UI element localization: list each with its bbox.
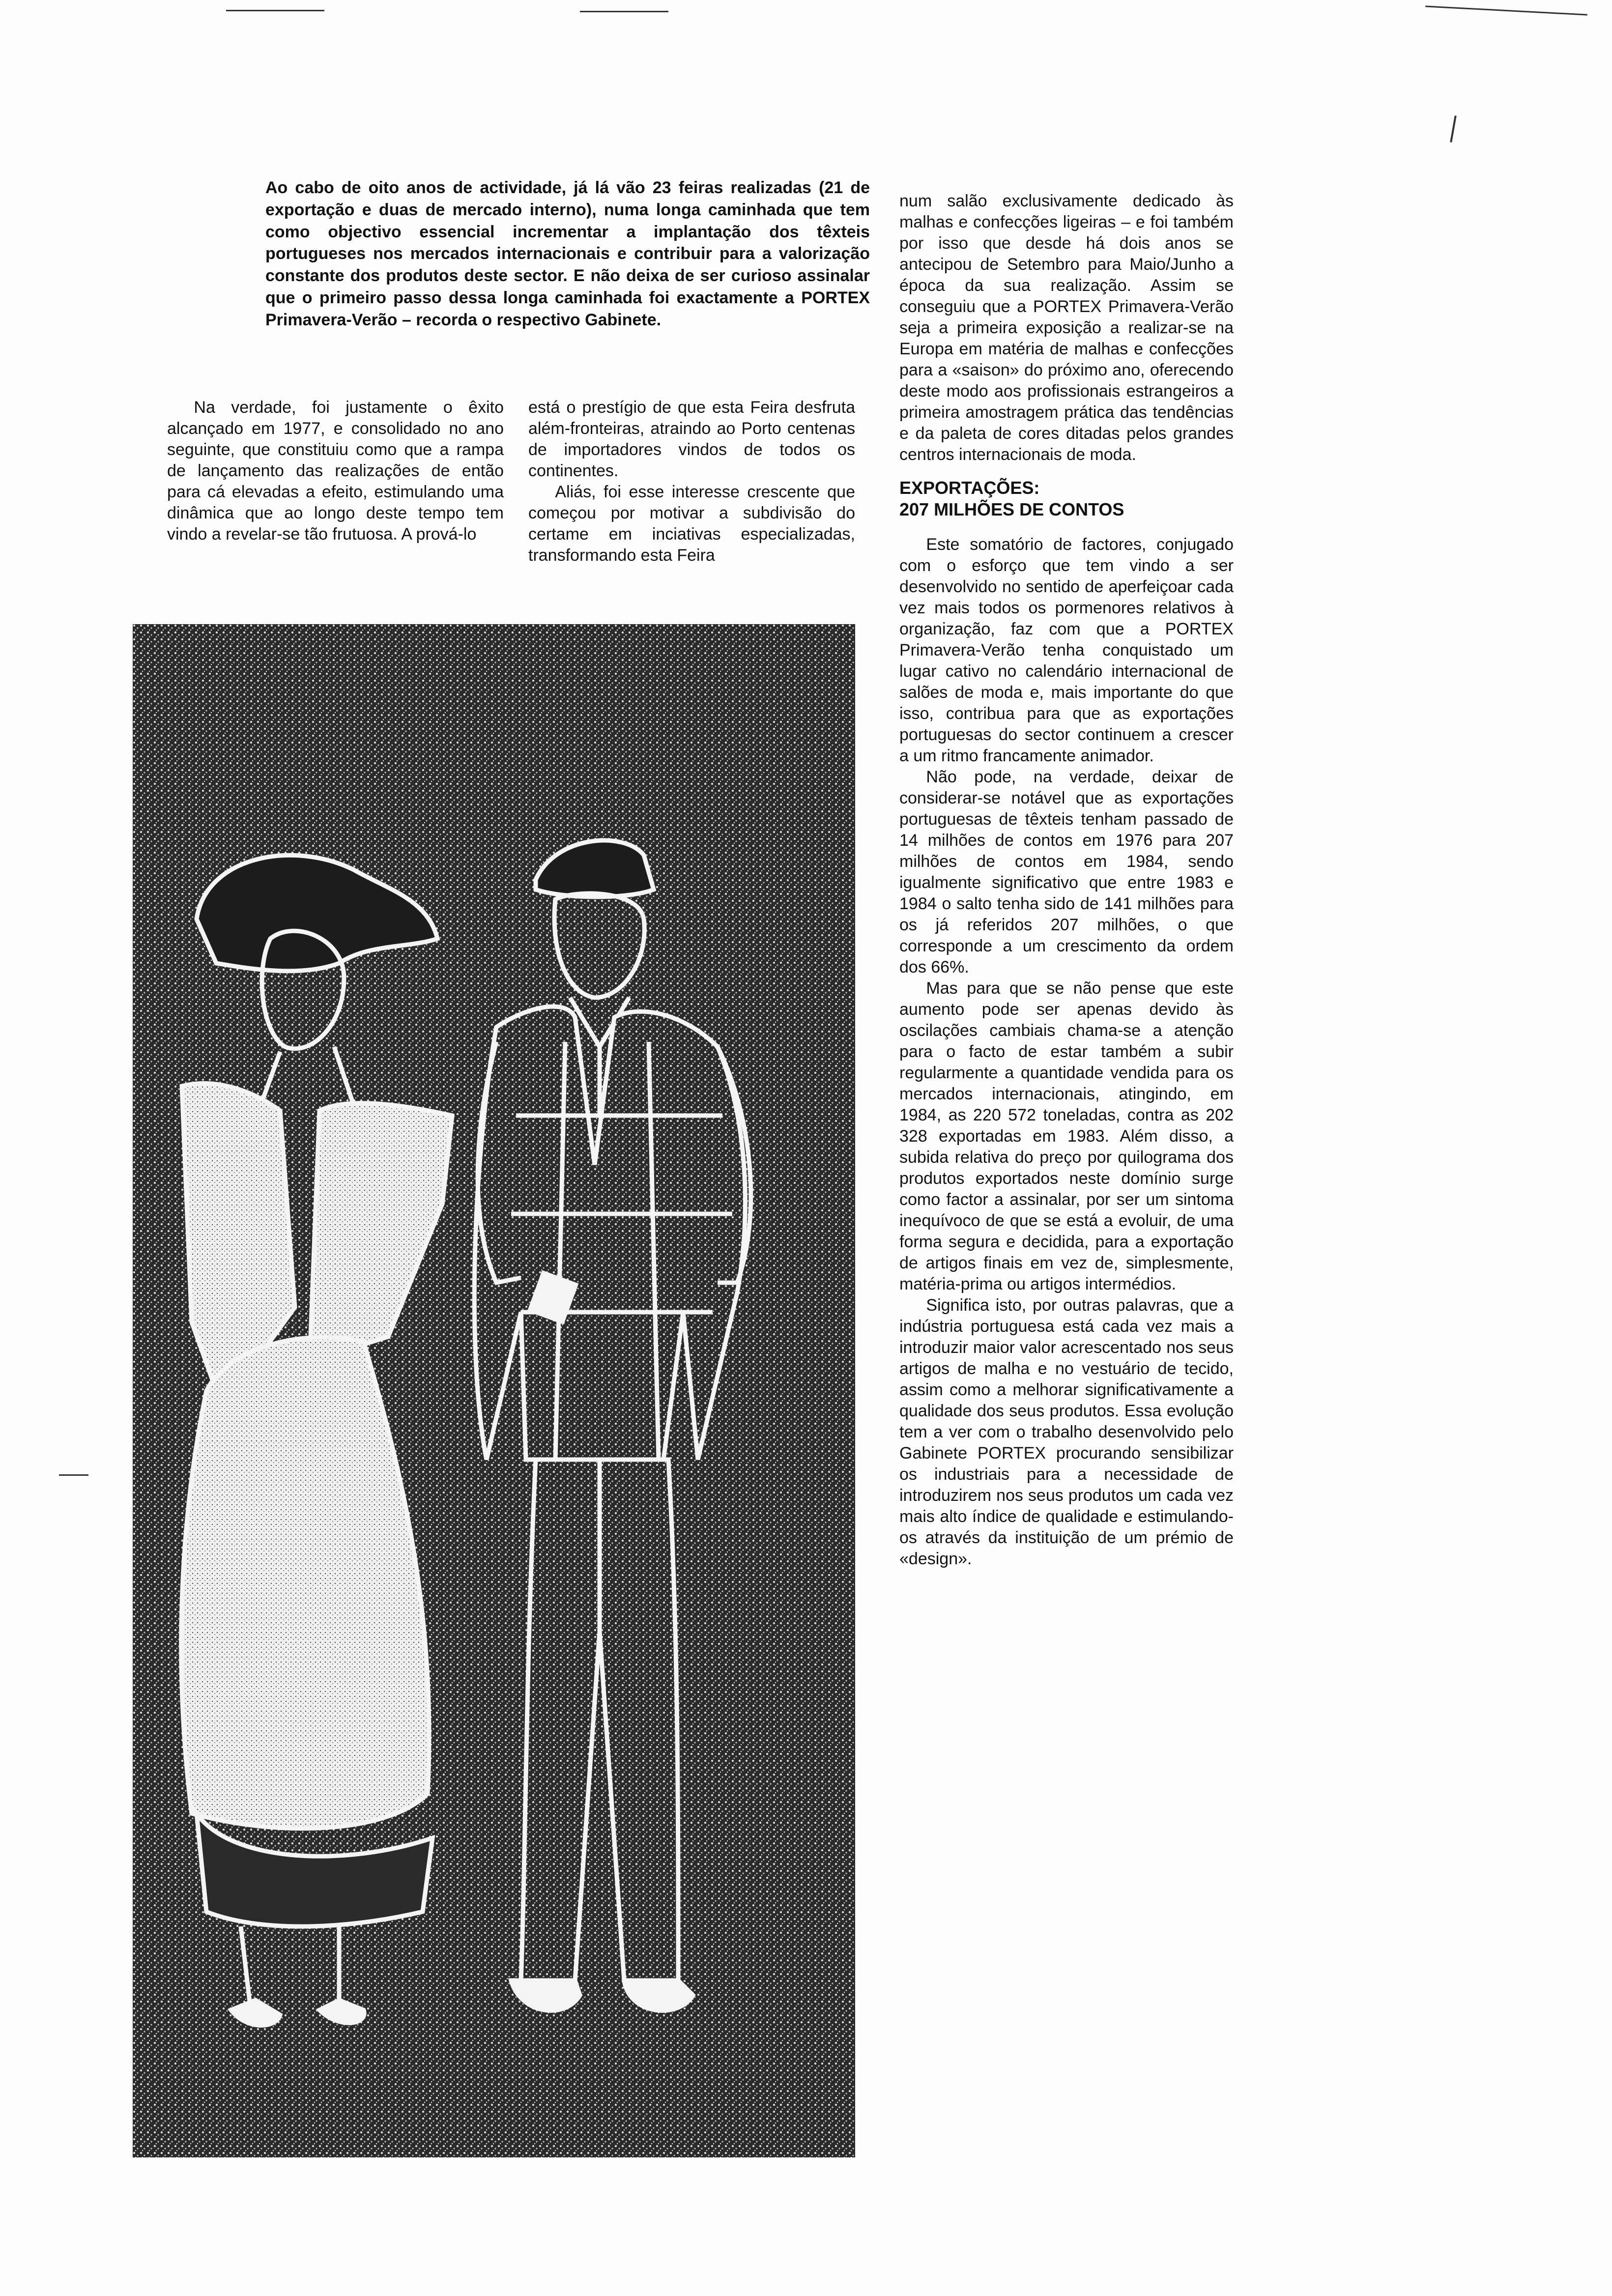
paragraph: Este somatório de factores, conjugado com o esforço que tem vindo a ser desenvolvido no sentido de aperfeiçoar cada vez mais todos os pormenores relativos à organização, faz com que a PORTEX Primavera-Verão tenha conquistado um lugar cativo no calendário internacional de salões de moda e, mais importante do que isso, contribua para que as exportações portuguesas do sector continuem a crescer a um ritmo francamente animador.	[899, 535, 1234, 765]
paragraph: Na verdade, foi justamente o êxito alcançado em 1977, e consolidado no ano seguinte, que constituiu como que a rampa de lançamento das realizações de então para cá elevadas a efeito, estimulando uma dinâmica que ao longo deste tempo tem vindo a revelar-se tão frutuosa. A prová-lo	[167, 398, 504, 544]
scan-mark-top	[226, 10, 324, 11]
column-3	[899, 191, 1234, 1570]
paragraph: Mas para que se não pense que este aumento pode ser apenas devido às oscilações cambiais chama-se a atenção para o facto de estar também a subir regularmente a quantidade vendida para os mercados internacionais, atingindo, em 1984, as 220 572 toneladas, contra as 202 328 exportadas em 1983. Além disso, a subida relativa do preço por quilograma dos produtos exportados neste domínio surge como factor a assinalar, por ser um sintoma inequívoco de que se está a evoluir, de uma forma segura e decidida, para a exportação de artigos finais em vez de, simplesmente, matéria-prima ou artigos intermédios.	[899, 979, 1234, 1293]
fashion-illustration-svg	[133, 624, 855, 2157]
scan-mark-right	[1450, 115, 1456, 143]
scan-mark-top	[580, 11, 668, 12]
scan-mark-top	[1425, 5, 1587, 15]
paragraph: Não pode, na verdade, deixar de considerar-se notável que as exportações portuguesas de têxteis tenham passado de 14 milhões de contos em 1976 para 207 milhões de contos em 1984, sendo igualmente significativo que entre 1983 e 1984 o salto tenha sido de 141 milhões para os já referidos 207 milhões, o que corresponde a um crescimento da ordem dos 66%.	[899, 768, 1234, 976]
article-lead: Ao cabo de oito anos de actividade, já lá vão 23 feiras realizadas (21 de exportação e duas de mercado interno), numa longa caminhada que tem como objectivo essencial incrementar a implantação dos têxteis portugueses nos mercados internacionais e contribuir para a valorização constante dos produtos deste sector. E não deixa de ser curioso assinalar que o primeiro passo dessa longa caminhada foi exactamente a PORTEX Primavera-Verão – recorda o respectivo Gabinete.	[265, 178, 870, 329]
paragraph: Aliás, foi esse interesse crescente que começou por motivar a subdivisão do certame em inciativas especializadas, transformando esta Feira	[528, 483, 855, 565]
column-2	[528, 397, 855, 566]
scan-mark-left	[59, 1474, 88, 1476]
section-heading	[899, 477, 1234, 520]
paragraph: Significa isto, por outras palavras, que a indústria portuguesa está cada vez mais a introduzir maior valor acrescentado nos seus artigos de malha e no vestuário de tecido, assim como a melhorar significativamente a qualidade dos seus produtos. Essa evolução tem a ver com o trabalho desenvolvido pelo Gabinete PORTEX procurando sensibilizar os industriais para a necessidade de introduzirem nos seus produtos um cada vez mais alto índice de qualidade e estimulando-os através da instituição de um prémio de «design».	[899, 1296, 1234, 1568]
section-heading-line: 207 MILHÕES DE CONTOS	[899, 499, 1124, 519]
paragraph: num salão exclusivamente dedicado às malhas e confecções ligeiras – e foi também por isso que desde há dois anos se antecipou de Setembro para Maio/Junho a época da sua realização. Assim se conseguiu que a PORTEX Primavera-Verão seja a primeira exposição a realizar-se na Europa em matéria de malhas e confecções para a «saison» do próximo ano, oferecendo deste modo aos profissionais estrangeiros a primeira amostragem prática das tendências e da paleta de cores ditadas pelos grandes centros internacionais de moda.	[899, 192, 1234, 464]
fashion-illustration	[133, 624, 855, 2157]
section-heading-line: EXPORTAÇÕES:	[899, 478, 1040, 498]
column-1	[167, 397, 504, 545]
paragraph: está o prestígio de que esta Feira desfruta além-fronteiras, atraindo ao Porto centenas de importadores vindos de todos os continentes.	[528, 398, 855, 480]
